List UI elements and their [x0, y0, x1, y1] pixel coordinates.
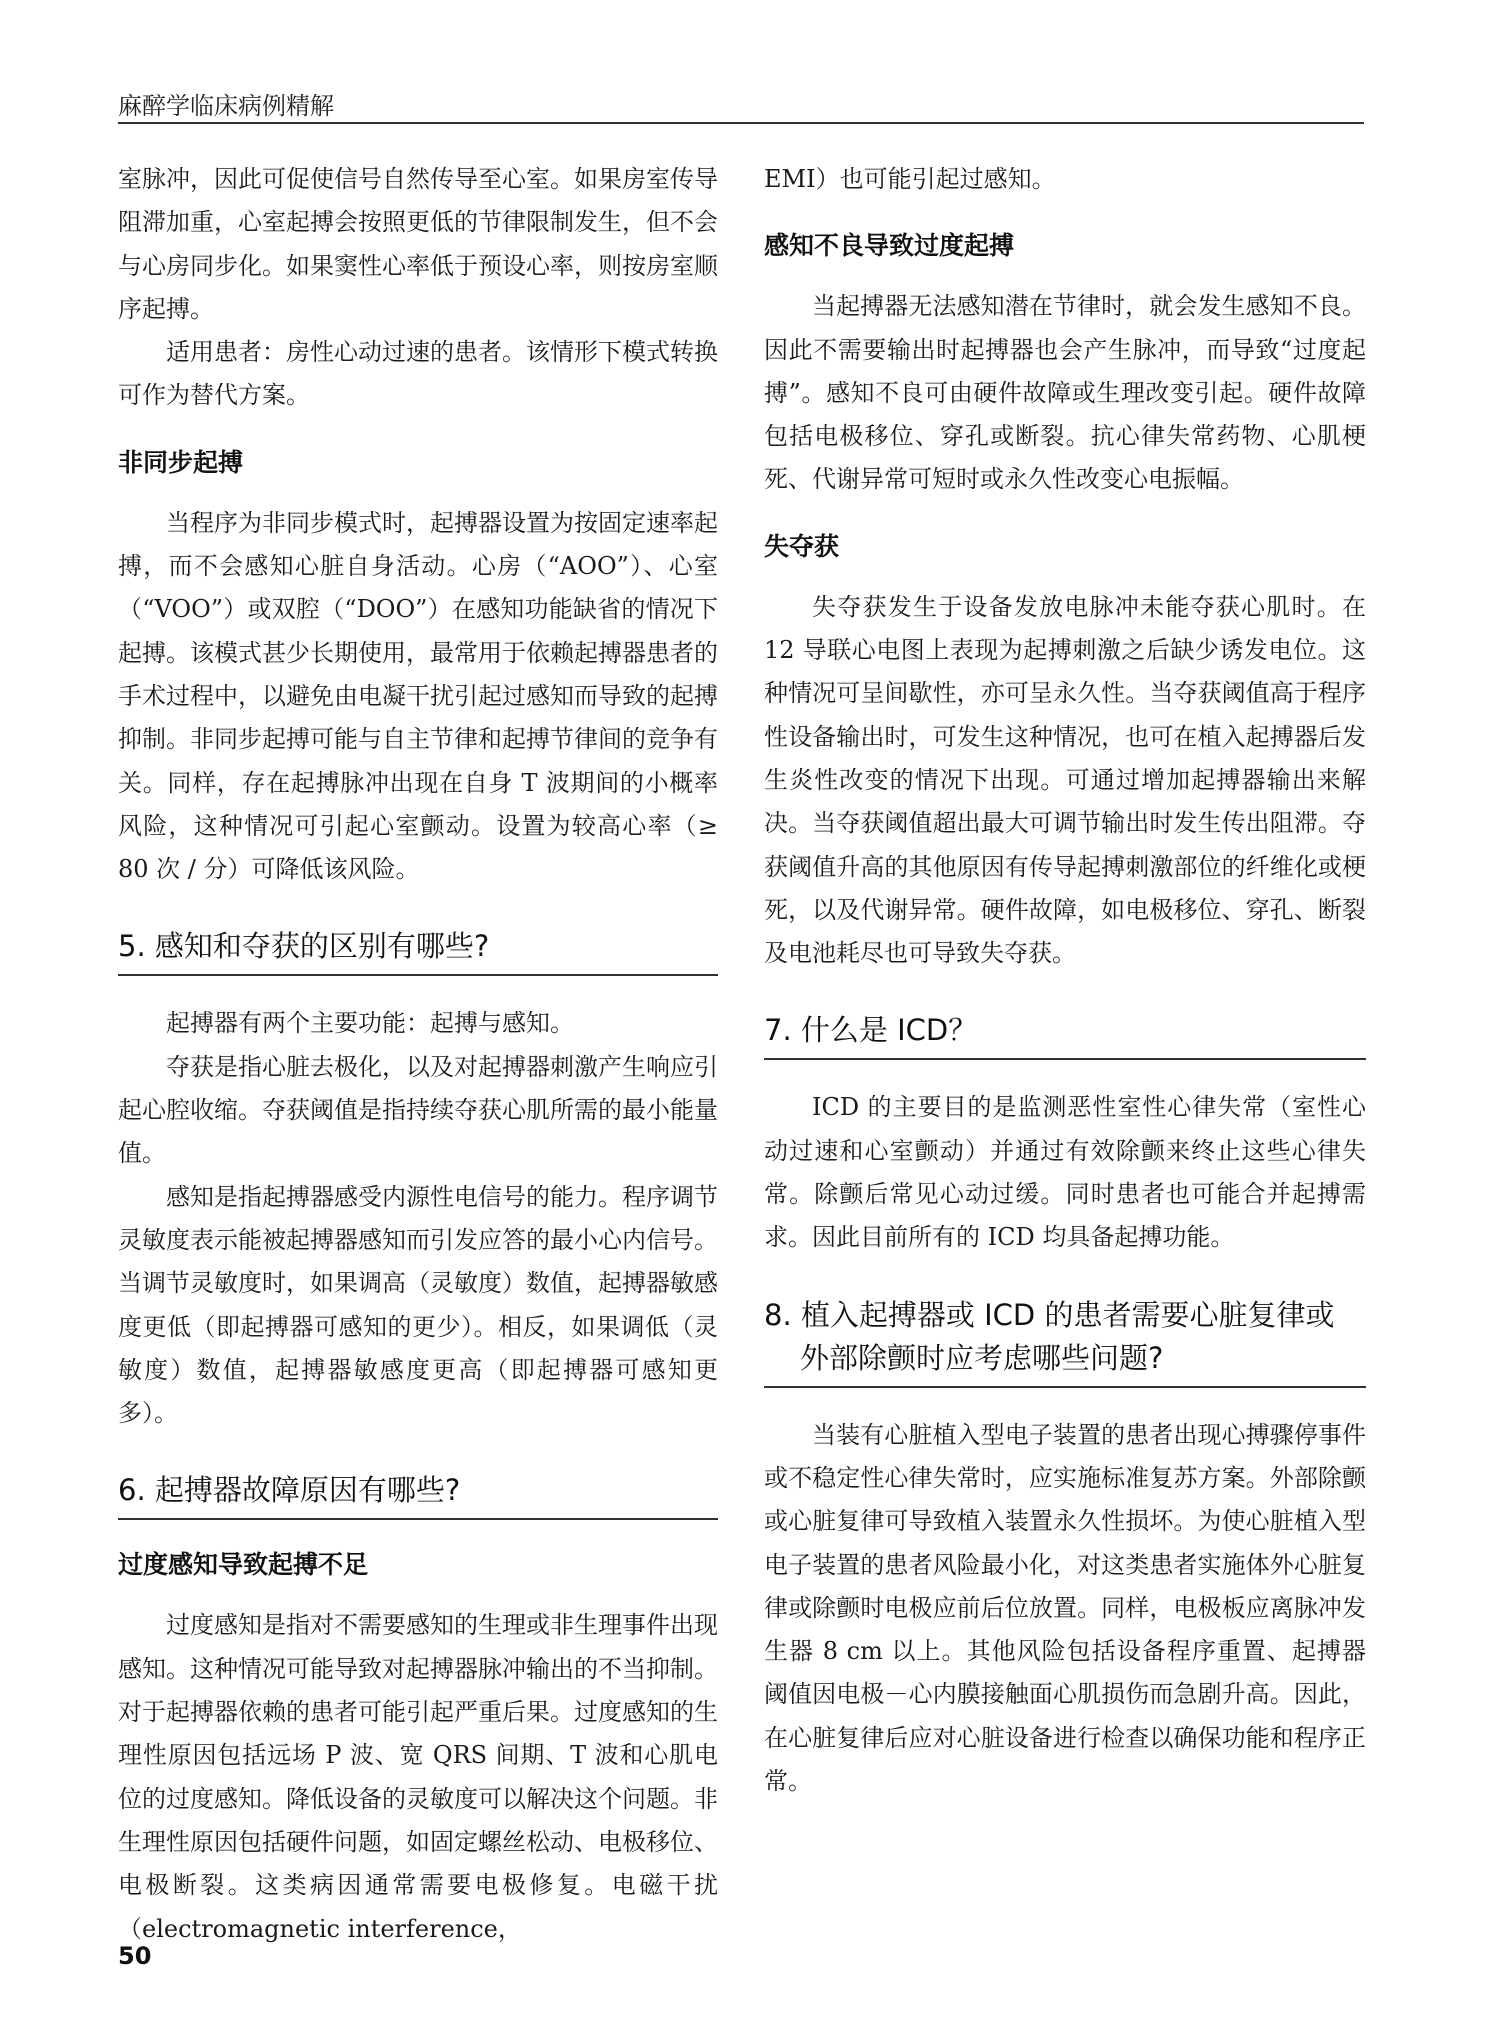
right-column	[764, 158, 1366, 1803]
section-heading-q8-line1: 8. 植入起搏器或 ICD 的患者需要心脏复律或	[764, 1297, 1335, 1332]
paragraph: 感知是指起搏器感受内源性电信号的能力。程序调节灵敏度表示能被起搏器感知而引发应答的最小心内信号。当调节灵敏度时，如果调高（灵敏度）数值，起搏器敏感度更低（即起搏器可感知的更少）。相反，如果调低（灵敏度）数值，起搏器敏感度更高（即起搏器可感知更多）。	[118, 1182, 718, 1428]
paragraph: 失夺获发生于设备发放电脉冲未能夺获心肌时。在 12 导联心电图上表现为起搏刺激之后缺少诱发电位。这种情况可呈间歇性，亦可呈永久性。当夺获阈值高于程序性设备输出时，可发生这种情况，也可在植入起搏器后发生炎性改变的情况下出现。可通过增加起搏器输出来解决。当夺获阈值超出最大可调节输出时发生传出阻滞。夺获阈值升高的其他原因有传导起搏刺激部位的纤维化或梗死，以及代谢异常。硬件故障，如电极移位、穿孔、断裂及电池耗尽也可导致失夺获。	[764, 592, 1366, 968]
header-rule	[118, 122, 1364, 124]
paragraph: 当程序为非同步模式时，起搏器设置为按固定速率起搏，而不会感知心脏自身活动。心房（“AOO”）、心室（“VOO”）或双腔（“DOO”）在感知功能缺省的情况下起搏。该模式甚少长期使用，最常用于依赖起搏器患者的手术过程中，以避免由电凝干扰引起过感知而导致的起搏抑制。非同步起搏可能与自主节律和起搏节律间的竞争有关。同样，存在起搏脉冲出现在自身 T 波期间的小概率风险，这种情况可引起心室颤动。设置为较高心率（≥ 80 次 / 分）可降低该风险。	[118, 508, 718, 884]
running-header: 麻醉学临床病例精解	[118, 92, 334, 120]
page-number: 50	[118, 1942, 152, 1970]
paragraph: 过度感知是指对不需要感知的生理或非生理事件出现感知。这种情况可能导致对起搏器脉冲输出的不当抑制。对于起搏器依赖的患者可能引起严重后果。过度感知的生理性原因包括远场 P 波、宽 QRS 间期、T 波和心肌电位的过度感知。降低设备的灵敏度可以解决这个问题。非生理性原因包括硬件问题，如固定螺丝松动、电极移位、电极断裂。这类病因通常需要电极修复。电磁干扰（electromagnetic interference，	[118, 1611, 718, 1943]
left-column	[118, 158, 718, 1951]
subheading-undersensing: 感知不良导致过度起搏	[764, 231, 1015, 261]
section-heading-q7: 7. 什么是 ICD？	[764, 1009, 1366, 1060]
paragraph: 室脉冲，因此可促使信号自然传导至心室。如果房室传导阻滞加重，心室起搏会按照更低的节律限制发生，但不会与心房同步化。如果窦性心率低于预设心率，则按房室顺序起搏。	[118, 165, 718, 323]
subheading-async-pacing: 非同步起搏	[118, 447, 244, 477]
paragraph: 适用患者：房性心动过速的患者。该情形下模式转换可作为替代方案。	[118, 338, 718, 410]
section-heading-q8	[764, 1294, 1366, 1388]
section-heading-q6: 6. 起搏器故障原因有哪些?	[118, 1469, 718, 1520]
paragraph: 当装有心脏植入型电子装置的患者出现心搏骤停事件或不稳定性心律失常时，应实施标准复苏方案。外部除颤或心脏复律可导致植入装置永久性损坏。为使心脏植入型电子装置的患者风险最小化，对这类患者实施体外心脏复律或除颤时电极应前后位放置。同样，电极板应离脉冲发生器 8 cm 以上。其他风险包括设备程序重置、起搏器阈值因电极－心内膜接触面心肌损伤而急剧升高。因此，在心脏复律后应对心脏设备进行检查以确保功能和程序正常。	[764, 1420, 1366, 1796]
section-heading-q5: 5. 感知和夺获的区别有哪些?	[118, 925, 718, 976]
paragraph: ICD 的主要目的是监测恶性室性心律失常（室性心动过速和心室颤动）并通过有效除颤来终止这些心律失常。除颤后常见心动过缓。同时患者也可能合并起搏需求。因此目前所有的 ICD 均具备起搏功能。	[764, 1093, 1366, 1252]
paragraph: 起搏器有两个主要功能：起搏与感知。	[166, 1009, 574, 1038]
subheading-loss-of-capture: 失夺获	[764, 531, 840, 561]
paragraph: 当起搏器无法感知潜在节律时，就会发生感知不良。因此不需要输出时起搏器也会产生脉冲，而导致“过度起搏”。感知不良可由硬件故障或生理改变引起。硬件故障包括电极移位、穿孔或断裂。抗心律失常药物、心肌梗死、代谢异常可短时或永久性改变心电振幅。	[764, 292, 1366, 494]
section-heading-q8-line2: 外部除颤时应考虑哪些问题?	[800, 1340, 1164, 1375]
subheading-oversensing: 过度感知导致起搏不足	[118, 1550, 369, 1580]
paragraph: 夺获是指心脏去极化，以及对起搏器刺激产生响应引起心腔收缩。夺获阈值是指持续夺获心肌所需的最小能量值。	[118, 1052, 718, 1168]
paragraph: EMI）也可能引起过感知。	[764, 165, 1056, 193]
